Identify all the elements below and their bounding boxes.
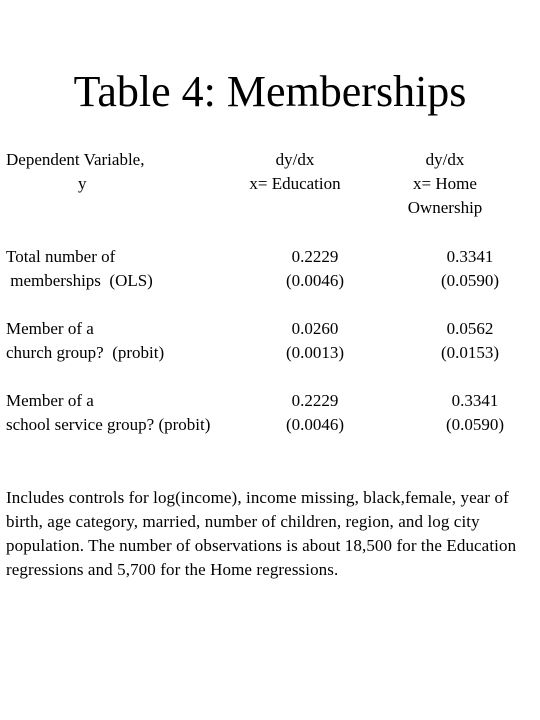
edu-standard-error: (0.0046) (285, 271, 345, 290)
table-cell-home (410, 389, 540, 437)
row-label-line1: Total number of (6, 247, 116, 266)
table-cell-education (250, 317, 380, 365)
home-coefficient: 0.0562 (446, 319, 494, 338)
row-label-line1: Member of a (6, 319, 94, 338)
edu-coefficient: 0.0260 (291, 319, 339, 338)
row-label-line2: school service group? (probit) (6, 415, 211, 434)
header-col1-line1: dy/dx (275, 150, 315, 169)
table-row-label (6, 245, 266, 293)
table-footnote: Includes controls for log(income), income missing, black,female, year of birth, age category, married, number of children, region, and log city population. The number of observations is about 18,500 for the Education regressions and 5,700 for the Home regressions. (6, 488, 517, 579)
home-coefficient: 0.3341 (446, 247, 494, 266)
edu-coefficient: 0.2229 (291, 247, 339, 266)
table-cell-home (405, 317, 535, 365)
header-dependent-line1: Dependent Variable, (6, 150, 145, 169)
row-label-line1: Member of a (6, 391, 94, 410)
edu-standard-error: (0.0013) (285, 343, 345, 362)
header-col2-line1: dy/dx (425, 150, 465, 169)
header-dependent-line2: y (78, 174, 87, 193)
table-row-label (6, 317, 266, 365)
page-title: Table 4: Memberships (73, 67, 467, 116)
table-cell-home (405, 245, 535, 293)
edu-coefficient: 0.2229 (291, 391, 339, 410)
table-row-label (6, 389, 276, 437)
header-dependent-variable (6, 148, 246, 196)
header-col-education (220, 148, 370, 196)
row-label-line2: memberships (OLS) (6, 271, 153, 290)
header-col2-line3: Ownership (407, 198, 483, 217)
table-cell-education (250, 245, 380, 293)
header-col2-line2: x= Home (413, 174, 477, 193)
home-standard-error: (0.0153) (440, 343, 500, 362)
edu-standard-error: (0.0046) (285, 415, 345, 434)
home-standard-error: (0.0590) (440, 271, 500, 290)
home-standard-error: (0.0590) (445, 415, 505, 434)
row-label-line2: church group? (probit) (6, 343, 165, 362)
header-col1-line2: x= Education (249, 174, 341, 193)
header-col-home (380, 148, 510, 220)
table-cell-education (250, 389, 380, 437)
home-coefficient: 0.3341 (451, 391, 499, 410)
